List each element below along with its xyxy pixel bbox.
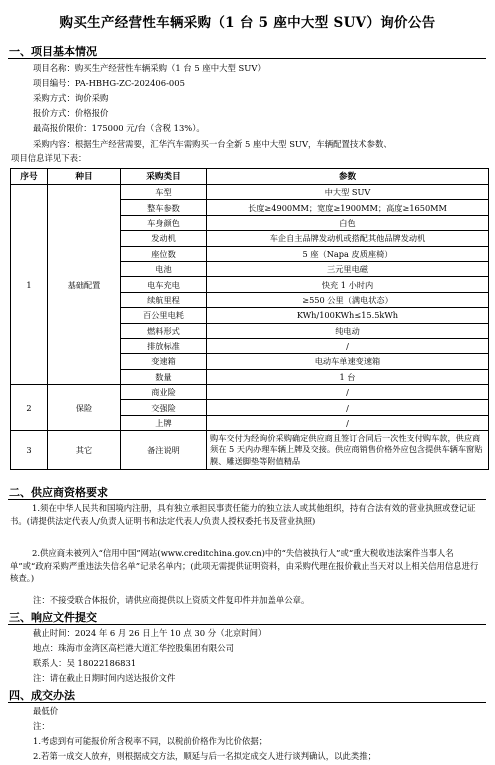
row-value: 三元里电磁 <box>207 261 489 276</box>
row-value: 车企自主品牌发动机或搭配其他品牌发动机 <box>207 231 489 246</box>
section-2-heading: 二、供应商资格要求 <box>9 486 108 499</box>
row-item: 燃料形式 <box>121 323 207 338</box>
row-item: 车型 <box>121 185 207 200</box>
row-value: 中大型 SUV <box>207 185 489 200</box>
table-row <box>11 431 489 470</box>
submission-address: 地点：珠海市金湾区高栏港大道汇华控股集团有限公司 <box>33 643 234 653</box>
award-rule-2: 2.若第一成交人放弃，则根据成交方法，顺延与后一名拟定成交人进行谈判确认，以此类推； <box>33 751 376 761</box>
row-item: 备注说明 <box>121 431 207 470</box>
section-1-heading: 一、项目基本情况 <box>9 45 97 58</box>
award-method: 最低价 <box>33 706 59 716</box>
row-value: / <box>207 415 489 430</box>
section-4-divider <box>8 702 486 703</box>
row-value: / <box>207 338 489 353</box>
row-item: 座位数 <box>121 246 207 261</box>
section-4-heading: 四、成交办法 <box>9 689 75 702</box>
row-no: 3 <box>11 431 48 470</box>
project-name: 项目名称：购买生产经营性车辆采购（1 台 5 座中大型 SUV） <box>33 63 266 73</box>
row-item: 交强险 <box>121 400 207 415</box>
row-value: / <box>207 400 489 415</box>
row-value: 5 座（Napa 皮质座椅） <box>207 246 489 261</box>
contact-person: 联系人：吴 18022186831 <box>33 658 137 668</box>
procurement-content: 采购内容：根据生产经营需要，汇华汽车需购买一台全新 5 座中大型 SUV，车辆配置技术参数、 <box>33 139 392 149</box>
header-item: 采购类目 <box>121 169 207 185</box>
row-value: 长度≥4900MM；宽度≥1900MM；高度≥1650MM <box>207 200 489 215</box>
row-value: 1 台 <box>207 369 489 384</box>
row-value: 电动车单速变速箱 <box>207 354 489 369</box>
row-item: 商业险 <box>121 385 207 400</box>
row-no: 1 <box>11 185 48 385</box>
row-category: 保险 <box>48 385 121 431</box>
row-item: 数量 <box>121 369 207 384</box>
section-3-heading: 三、响应文件提交 <box>9 611 97 624</box>
row-no: 2 <box>11 385 48 431</box>
row-value: ≥550 公里（满电状态） <box>207 292 489 307</box>
award-rule-1: 1.考虑到有可能报价所含税率不同，以税前价格作为比价依据； <box>33 736 268 746</box>
project-code: 项目编号：PA-HBHG-ZC-202406-005 <box>33 78 185 88</box>
row-value: 白色 <box>207 215 489 230</box>
page-title: 购买生产经营性车辆采购（1 台 5 座中大型 SUV）询价公告 <box>59 15 436 31</box>
header-no: 序号 <box>11 169 48 185</box>
row-item: 电池 <box>121 261 207 276</box>
table-row <box>11 185 489 200</box>
procurement-method: 采购方式：询价采购 <box>33 93 109 103</box>
award-note: 注： <box>33 721 50 731</box>
row-category: 其它 <box>48 431 121 470</box>
row-value: / <box>207 385 489 400</box>
row-item: 续航里程 <box>121 292 207 307</box>
max-price: 最高报价限价：175000 元/台（含税 13%）。 <box>33 123 205 133</box>
quote-method: 报价方式：价格报价 <box>33 108 109 118</box>
submission-deadline: 截止时间：2024 年 6 月 26 日上午 10 点 30 分（北京时间） <box>33 628 267 638</box>
row-item: 车身颜色 <box>121 215 207 230</box>
section-1-divider <box>8 58 486 59</box>
procurement-content-cont: 项目信息详见下表： <box>11 153 87 163</box>
qualification-note: 注：不接受联合体报价，请供应商提供以上资质文件复印件并加盖单公章。 <box>33 595 310 605</box>
row-value: KWh/100KWh≤15.5kWh <box>207 308 489 323</box>
row-item: 百公里电耗 <box>121 308 207 323</box>
row-value: 快充 1 小时内 <box>207 277 489 292</box>
row-category: 基础配置 <box>48 185 121 385</box>
spec-table <box>10 168 489 470</box>
row-item: 整车参数 <box>121 200 207 215</box>
section-3-divider <box>8 624 486 625</box>
row-item: 变速箱 <box>121 354 207 369</box>
remark-value: 购车交付为经询价采购确定供应商且签订合同后一次性支付购车款，供应商须在 5 天内办理车辆上牌及交接。供应商销售价格外应包含提供车辆车窗贴膜、雕送脚垫等附值精品 <box>207 431 489 470</box>
row-item: 发动机 <box>121 231 207 246</box>
submission-note: 注：请在截止日期时间内送达报价文件 <box>33 673 176 683</box>
qualification-1: 1.须在中华人民共和国境内注册，具有独立承担民事责任能力的独立法人或其他组织，持有合法有效的营业执照或登记证书。(请提供法定代表人/负责人证明书和法定代表人/负责人授权委托书及营业执照) <box>10 503 476 526</box>
header-params: 参数 <box>207 169 489 185</box>
row-item: 排放标准 <box>121 338 207 353</box>
table-row <box>11 385 489 400</box>
qualification-2: 2.供应商未被列入“信用中国”网站(www.creditchina.gov.cn)中的“失信被执行人”或“重大税收违法案件当事人名单”或“政府采购严重违法失信名单”记录名单内；(此项无需提供证明资料，由采购代理在报价截止当天对以上相关信用信息进行核查。) <box>10 548 479 583</box>
row-item: 电车充电 <box>121 277 207 292</box>
row-item: 上牌 <box>121 415 207 430</box>
table-header-row <box>11 169 489 185</box>
header-category: 种目 <box>48 169 121 185</box>
row-value: 纯电动 <box>207 323 489 338</box>
section-2-divider <box>8 499 486 500</box>
